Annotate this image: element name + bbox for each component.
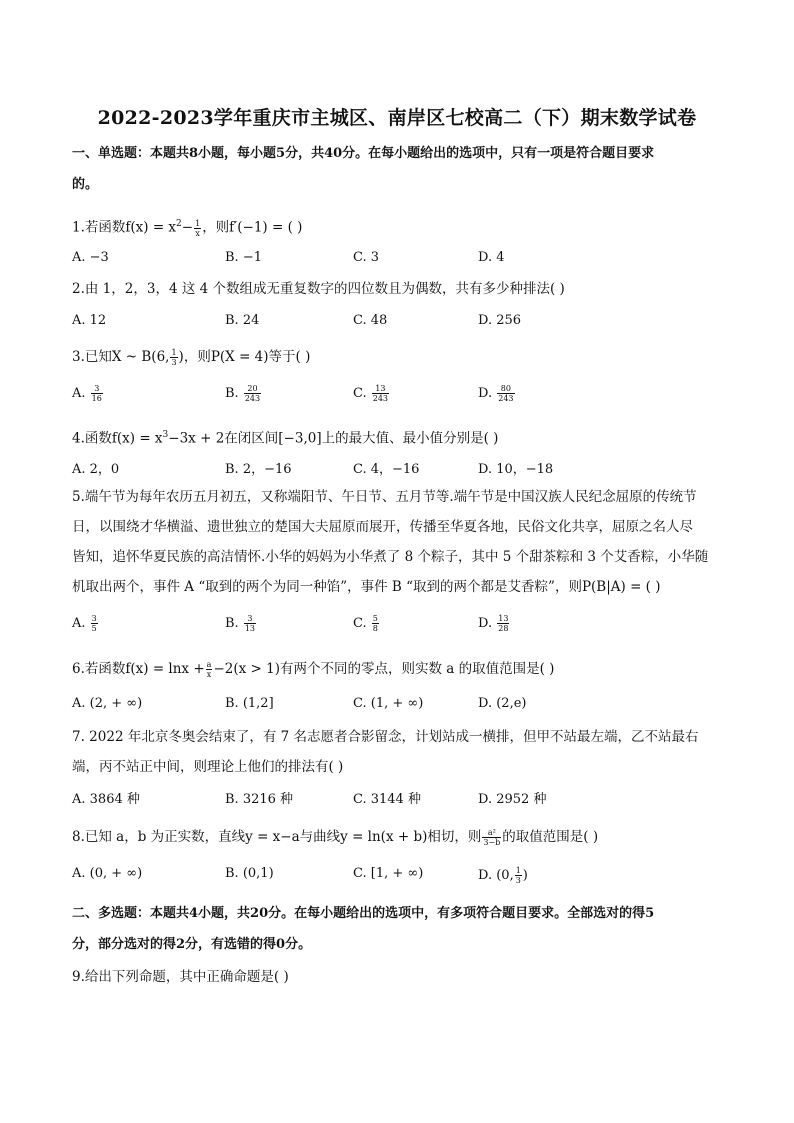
q7-option-b[interactable]: B. 3216 种 [225, 792, 294, 807]
question-4-options [72, 458, 722, 482]
section-2-instructions [72, 898, 722, 960]
q1-option-d[interactable]: D. 4 [478, 250, 505, 265]
question-9: 9.给出下列命题，其中正确命题是( ) [72, 969, 289, 985]
q4-option-d[interactable]: D. 10，−18 [478, 462, 554, 477]
section-1-instructions [72, 138, 722, 200]
q3-fraction: $\frac{1}{3}$ [171, 348, 177, 367]
q1-option-c[interactable]: C. 3 [353, 250, 380, 265]
q7-option-d[interactable]: D. 2952 种 [478, 792, 547, 807]
page-title: 2022-2023学年重庆市主城区、南岸区七校高二（下）期末数学试卷 [97, 107, 697, 129]
q3-text-pre: 3.已知X ~ B(6, [72, 349, 170, 365]
q2-option-a[interactable]: A. 12 [72, 313, 107, 328]
q1-option-b[interactable]: B. −1 [225, 250, 262, 265]
q5-line-3: 皆知，追怀华夏民族的高洁情怀.小华的妈妈为小华煮了 8 个粽子，其中 5 个甜茶粽和 3 个艾香粽，小华随 [72, 549, 709, 565]
question-7 [72, 722, 722, 782]
question-5 [72, 482, 722, 602]
question-6 [72, 655, 722, 683]
q2-option-c[interactable]: C. 48 [353, 313, 388, 328]
question-2: 2.由 1，2，3，4 这 4 个数组成无重复数字的四位数且为偶数，共有多少种排法( ) [72, 281, 565, 297]
section-2-line-1: 二、多选题：本题共4小题，共20分。在每小题给出的选项中，有多项符合题目要求。全部选对的得5 [72, 906, 655, 921]
q8-option-a[interactable]: A. (0, + ∞) [72, 866, 143, 881]
section-2-line-2: 分，部分选对的得2分，有选错的得0分。 [72, 937, 312, 952]
q1-text-post: ，则f′(−1) = ( ) [202, 219, 303, 236]
q6-option-b[interactable]: B. (1,2] [225, 696, 274, 711]
q4-text-pre: 4.函数f(x) = x [72, 430, 163, 447]
q4-option-b[interactable]: B. 2，−16 [225, 462, 292, 477]
question-4 [72, 421, 722, 453]
q7-option-a[interactable]: A. 3864 种 [72, 792, 140, 807]
q6-option-c[interactable]: C. (1, + ∞) [353, 696, 424, 711]
question-8 [72, 823, 722, 851]
q2-option-d[interactable]: D. 256 [478, 313, 522, 328]
q1-fraction: $\frac{1}{x}$ [195, 218, 201, 238]
q6-fraction: $\frac{a}{x}$ [206, 660, 212, 679]
q7-line-2: 端，丙不站正中间，则理论上他们的排法有( ) [72, 759, 344, 775]
q8-fraction: $\frac{\text{a²}}{3-b}$ [483, 828, 501, 847]
q7-option-c[interactable]: C. 3144 种 [353, 792, 421, 807]
q5-line-2: 日，以围绕才华横溢、遗世独立的楚国大夫屈原而展开，传播至华夏各地，民俗文化共享，屈原之名人尽 [72, 519, 693, 535]
q8-option-b[interactable]: B. (0,1) [225, 866, 274, 881]
section-1-line-2: 的。 [72, 177, 99, 192]
q4-sup: 3 [162, 430, 169, 440]
q5-line-4: 机取出两个，事件 A “取到的两个为同一种馅”，事件 B “取到的两个都是艾香粽”，则P(B|A) = ( ) [72, 579, 661, 595]
q8-text-pre: 8.已知 a，b 为正实数，直线y = x−a与曲线y = ln(x + b)相切，则 [72, 829, 482, 845]
q3-option-a[interactable]: A. $\frac{3}{16}$ [72, 384, 102, 403]
q6-text-post: −2(x > 1)有两个不同的零点，则实数 a 的取值范围是( ) [213, 661, 555, 677]
q6-text-pre: 6.若函数f(x) = lnx + [72, 661, 205, 677]
question-3-options [72, 384, 722, 408]
q6-option-a[interactable]: A. (2, + ∞) [72, 696, 143, 711]
q8-text-post: 的取值范围是( ) [502, 829, 599, 845]
q1-option-a[interactable]: A. −3 [72, 250, 109, 265]
q3-option-b[interactable]: B. $\frac{20}{243}$ [225, 384, 261, 403]
q4-option-c[interactable]: C. 4，−16 [353, 462, 420, 477]
q3-option-c[interactable]: C. $\frac{13}{243}$ [353, 384, 389, 403]
q4-option-a[interactable]: A. 2，0 [72, 462, 120, 477]
q1-sup: 2 [176, 219, 182, 229]
q6-option-d[interactable]: D. (2,e) [478, 696, 527, 711]
q3-option-d[interactable]: D. $\frac{80}{243}$ [478, 384, 514, 403]
q5-option-a[interactable]: A. $\frac{3}{5}$ [72, 614, 97, 633]
q5-line-1: 5.端午节为每年农历五月初五，又称端阳节、午日节、五月节等.端午节是中国汉族人民纪念屈原的传统节 [72, 489, 697, 505]
question-1-options [72, 250, 722, 274]
q2-option-b[interactable]: B. 24 [225, 313, 260, 328]
question-7-options [72, 788, 722, 812]
q1-text-pre: 1.若函数f(x) = x [72, 219, 177, 236]
q4-text-post: −3x + 2在闭区间[−3,0]上的最大值、最小值分别是( ) [168, 430, 499, 447]
q1-text-mid: − [181, 219, 194, 236]
q5-option-b[interactable]: B. $\frac{3}{13}$ [225, 614, 256, 633]
q8-option-c[interactable]: C. [1, + ∞) [353, 866, 424, 881]
q5-option-c[interactable]: C. $\frac{5}{8}$ [353, 614, 378, 633]
question-8-options [72, 866, 722, 890]
question-3 [72, 343, 722, 371]
question-1 [72, 210, 722, 242]
question-6-options [72, 696, 722, 720]
question-2-options [72, 313, 722, 337]
q3-text-post: )，则P(X = 4)等于( ) [178, 349, 311, 365]
q8-option-d[interactable]: D. (0, $\frac{1}{3}$ ) [478, 866, 528, 885]
question-5-options [72, 614, 722, 638]
q7-line-1: 7. 2022 年北京冬奥会结束了，有 7 名志愿者合影留念，计划站成一横排，但甲不站最左端，乙不站最右 [72, 729, 699, 745]
q5-option-d[interactable]: D. $\frac{13}{28}$ [478, 614, 509, 633]
section-1-line-1: 一、单选题：本题共8小题，每小题5分，共40分。在每小题给出的选项中，只有一项是符合题目要求 [72, 146, 655, 161]
